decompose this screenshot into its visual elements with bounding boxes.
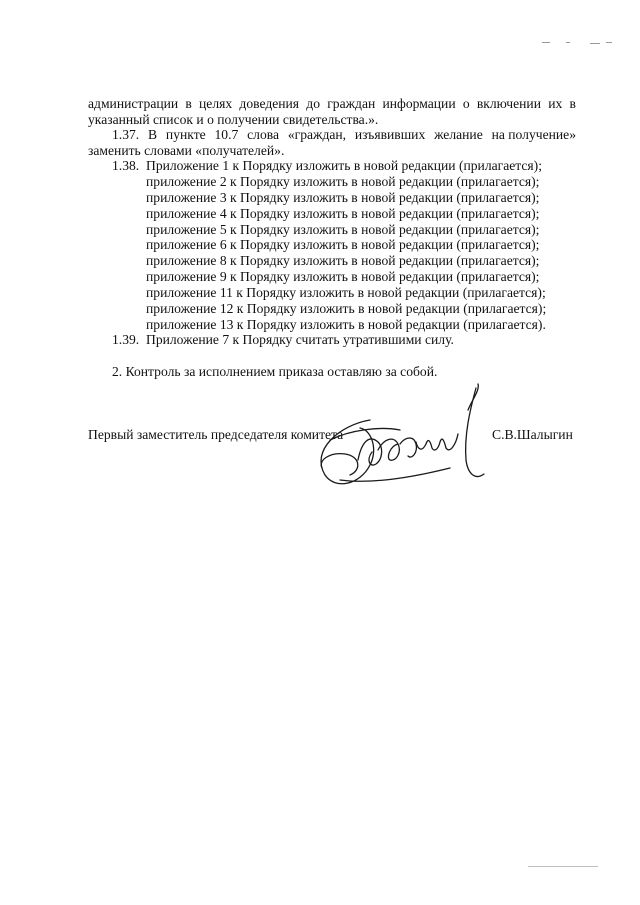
item-1-39-number: 1.39. (112, 332, 140, 347)
word: слова (247, 127, 280, 142)
item-1-38-line: приложение 8 к Порядку изложить в новой редакции (прилагается); (146, 253, 540, 268)
signatory-name: С.В.Шалыгин (492, 427, 573, 442)
scan-speck (542, 42, 550, 43)
word: пункте (165, 127, 206, 142)
word: граждан (327, 96, 376, 111)
word: изъявивших (354, 127, 426, 142)
word: 10.7 (214, 127, 239, 142)
word: доведения (239, 96, 300, 111)
word: 1.37. (112, 127, 140, 142)
item-1-37-line-2: заменить словами «получателей». (88, 143, 285, 158)
word: целях (199, 96, 233, 111)
word: включении (476, 96, 541, 111)
item-1-38-line: приложение 9 к Порядку изложить в новой редакции (прилагается); (146, 269, 540, 284)
scan-speck (590, 43, 600, 44)
word: в (569, 96, 576, 111)
point-2-text: 2. Контроль за исполнением приказа оставляю за собой. (112, 364, 438, 379)
word: информации (382, 96, 456, 111)
item-1-37-line-1 (112, 127, 576, 143)
item-1-38-line: приложение 11 к Порядку изложить в новой редакции (прилагается); (146, 285, 546, 300)
scan-speck (528, 866, 598, 867)
word: «граждан, (287, 127, 347, 142)
item-1-38-line: приложение 4 к Порядку изложить в новой редакции (прилагается); (146, 206, 540, 221)
item-1-38-line: приложение 13 к Порядку изложить в новой редакции (прилагается). (146, 317, 546, 332)
item-1-38-number: 1.38. (112, 158, 140, 173)
word: в (185, 96, 192, 111)
word: желание (434, 127, 483, 142)
item-1-38-line: приложение 12 к Порядку изложить в новой редакции (прилагается); (146, 301, 547, 316)
signatory-position: Первый заместитель председателя комитета (88, 427, 344, 442)
word: на получение» (491, 127, 576, 142)
item-1-38-line: приложение 2 к Порядку изложить в новой редакции (прилагается); (146, 174, 540, 189)
scan-speck (566, 42, 570, 43)
word: до (306, 96, 321, 111)
item-1-39-text: Приложение 7 к Порядку считать утратившими силу. (146, 332, 454, 347)
word: о (462, 96, 470, 111)
item-1-38-line: Приложение 1 к Порядку изложить в новой редакции (прилагается); (146, 158, 542, 173)
item-1-38-line: приложение 3 к Порядку изложить в новой редакции (прилагается); (146, 190, 540, 205)
item-1-38-line: приложение 5 к Порядку изложить в новой редакции (прилагается); (146, 222, 540, 237)
item-1-38-line: приложение 6 к Порядку изложить в новой редакции (прилагается); (146, 237, 540, 252)
continuation-line-1 (88, 96, 576, 112)
continuation-line-2: указанный список и о получении свидетельства.». (88, 112, 379, 127)
word: В (148, 127, 158, 142)
word: их (548, 96, 563, 111)
word: администрации (88, 96, 179, 111)
handwritten-signature (300, 380, 500, 510)
scan-speck (606, 42, 612, 43)
